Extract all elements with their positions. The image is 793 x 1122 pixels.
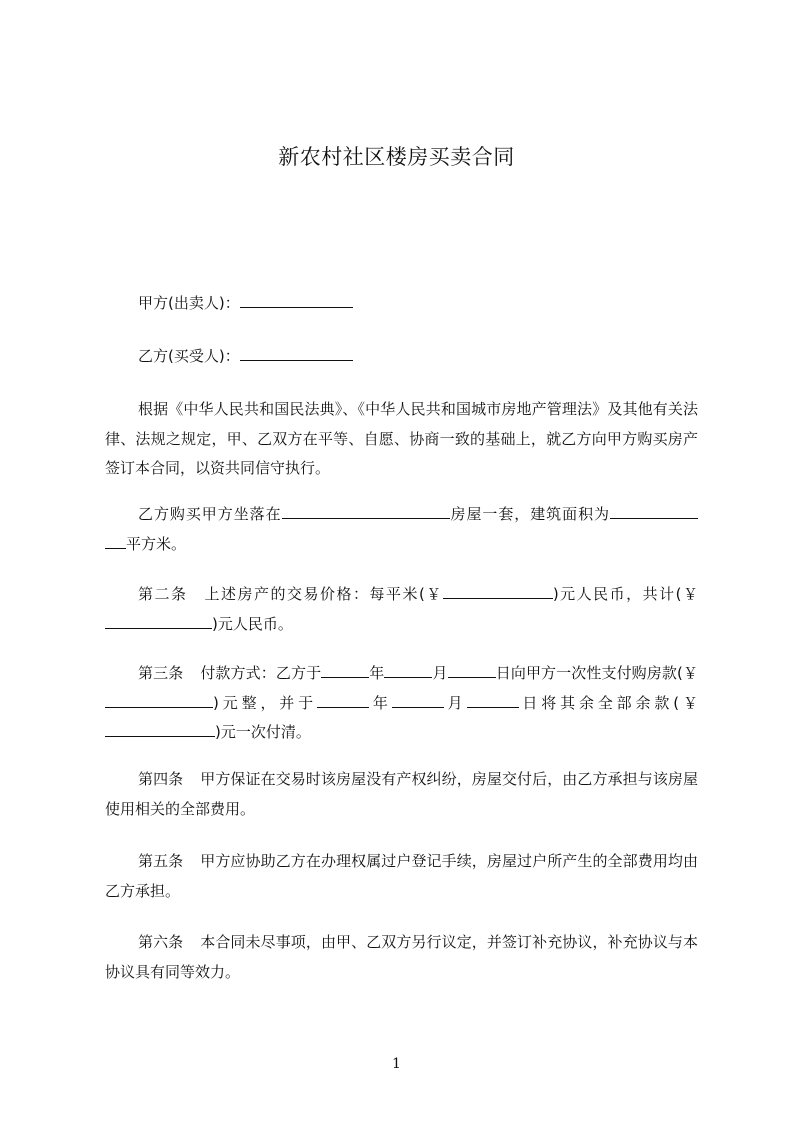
- balance-amount-blank[interactable]: [105, 722, 215, 737]
- property-location-blank[interactable]: [282, 504, 450, 519]
- article-2-label: 第二条: [138, 585, 188, 603]
- total-price-blank[interactable]: [105, 614, 212, 629]
- article-2-paragraph: [105, 580, 698, 639]
- article-6-label: 第六条: [138, 933, 184, 951]
- month-label-1: 月: [432, 664, 448, 682]
- buyer-line: [138, 345, 353, 366]
- year-label-1: 年: [369, 664, 385, 682]
- article-3-text-c: )元整，并于: [213, 693, 318, 712]
- article-4-paragraph: [105, 765, 698, 824]
- article-3-text-a: 付款方式：乙方于: [200, 664, 322, 682]
- article-4-label: 第四条: [138, 770, 184, 788]
- article-2-text-c: )元人民币。: [212, 614, 293, 633]
- article-2-text-b: )元人民币，共计(￥: [552, 585, 698, 603]
- article-6-paragraph: [105, 928, 698, 987]
- article-1-paragraph: [105, 500, 698, 559]
- unit-price-blank[interactable]: [443, 584, 553, 599]
- balance-payment-day-blank[interactable]: [467, 693, 519, 708]
- preamble-paragraph: [105, 395, 698, 484]
- buyer-label: 乙方(买受人)：: [138, 347, 240, 365]
- balance-payment-year-blank[interactable]: [317, 693, 369, 708]
- buyer-name-blank[interactable]: [240, 346, 353, 361]
- article-3-text-b: 日向甲方一次性支付购房款(￥: [495, 664, 698, 682]
- first-payment-month-blank[interactable]: [384, 663, 432, 678]
- month-label-2: 月: [443, 693, 467, 712]
- year-label-2: 年: [369, 693, 392, 712]
- preamble-text: 根据《中华人民共和国民法典》、《中华人民共和国城市房地产管理法》及其他有关法律、法规之规定，甲、乙双方在平等、自愿、协商一致的基础上，就乙方向甲方购买房产签订本合同，以资共同信守执行。: [105, 400, 698, 477]
- floor-area-blank-a[interactable]: [610, 504, 698, 519]
- seller-label: 甲方(出卖人)：: [138, 294, 240, 312]
- article-2-text-a: 上述房产的交易价格：每平米(￥: [204, 585, 443, 603]
- article-5-text: 甲方应协助乙方在办理权属过户登记手续，房屋过户所产生的全部费用均由乙方承担。: [105, 852, 698, 900]
- article-3-label: 第三条: [138, 664, 184, 682]
- article-1-text-b: 房屋一套，建筑面积为: [449, 505, 610, 523]
- seller-line: [138, 292, 353, 313]
- article-5-paragraph: [105, 847, 698, 906]
- article-3-paragraph: [105, 659, 698, 748]
- page-number: 1: [392, 1056, 401, 1072]
- article-1-text-c: 平方米。: [126, 534, 187, 553]
- article-4-text: 甲方保证在交易时该房屋没有产权纠纷，房屋交付后，由乙方承担与该房屋使用相关的全部费用。: [105, 770, 698, 818]
- document-title: 新农村社区楼房买卖合同: [278, 145, 515, 169]
- first-payment-day-blank[interactable]: [448, 663, 496, 678]
- article-3-text-e: )元一次付清。: [215, 723, 311, 741]
- floor-area-blank-b[interactable]: [105, 534, 126, 549]
- balance-payment-month-blank[interactable]: [392, 693, 444, 708]
- article-6-text: 本合同未尽事项，由甲、乙双方另行议定，并签订补充协议，补充协议与本协议具有同等效力。: [105, 933, 698, 981]
- article-1-text-a: 乙方购买甲方坐落在: [138, 505, 282, 523]
- first-payment-year-blank[interactable]: [321, 663, 369, 678]
- article-3-text-d: 日将其余全部余款(￥: [518, 693, 698, 712]
- first-payment-amount-blank[interactable]: [105, 693, 213, 708]
- article-5-label: 第五条: [138, 852, 184, 870]
- seller-name-blank[interactable]: [240, 293, 353, 308]
